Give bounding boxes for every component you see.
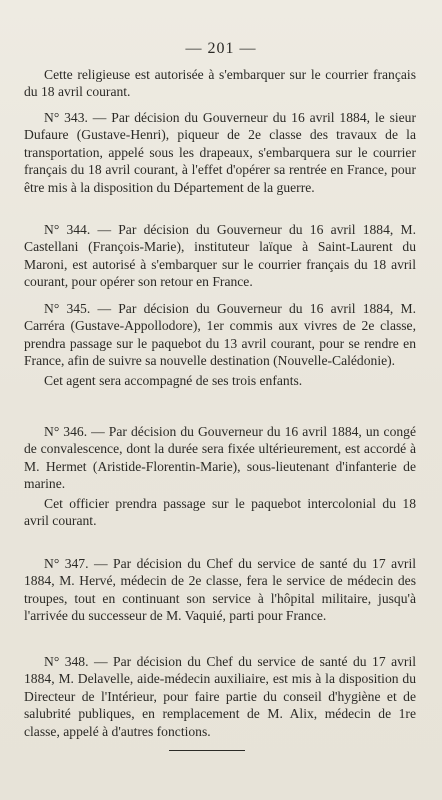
paragraph-347: [24, 555, 416, 625]
page-number: — 201 —: [185, 40, 257, 57]
paragraph-348: [24, 653, 416, 740]
paragraph-text: Cette religieuse est autorisée à s'embarquer sur le courrier français du 18 avril courant.: [24, 67, 416, 100]
paragraph-text: N° 347. — Par décision du Chef du service de santé du 17 avril 1884, M. Hervé, médecin de 2e classe, fera le service de médecin des troupes, tout en continuant son service à l'hôpital militaire, jusqu'à l'arrivée du successeur de M. Vaquié, parti pour France.: [24, 556, 416, 624]
paragraph-text: N° 343. — Par décision du Gouverneur du 16 avril 1884, le sieur Dufaure (Gustave-Henri), piqueur de 2e classe des travaux de la transportation, appelé sous les drapeaux, s'embarquera sur le courrier français du 18 avril courant, à l'effet d'opérer sa rentrée en France, pour être mis à la disposition du Département de la guerre.: [24, 110, 416, 195]
paragraph-intro: [24, 66, 416, 101]
section-divider: [169, 750, 245, 751]
paragraph-344: [24, 221, 416, 291]
paragraph-text: N° 344. — Par décision du Gouverneur du 16 avril 1884, M. Castellani (François-Marie), instituteur laïque à Saint-Laurent du Maroni, est autorisé à s'embarquer sur le courrier français du 18 avril courant, pour opérer son retour en France.: [24, 222, 416, 290]
paragraph-text: N° 346. — Par décision du Gouverneur du 16 avril 1884, un congé de convalescence, dont la durée sera fixée ultérieurement, est accordé à M. Hermet (Aristide-Florentin-Marie), sous-lieutenant d'infanterie de marine.: [24, 424, 416, 492]
paragraph-text: N° 345. — Par décision du Gouverneur du 16 avril 1884, M. Carréra (Gustave-Appollodore), 1er commis aux vivres de 2e classe, prendra passage sur le paquebot du 13 avril courant, pour se rendre en France, afin de suivre sa nouvelle destination (Nouvelle-Calédonie).: [24, 301, 416, 369]
paragraph-343: [24, 109, 416, 196]
paragraph-text: Cet agent sera accompagné de ses trois enfants.: [44, 372, 303, 388]
paragraph-text: Cet officier prendra passage sur le paquebot intercolonial du 18 avril courant.: [24, 495, 416, 529]
paragraph-text: N° 348. — Par décision du Chef du service de santé du 17 avril 1884, M. Delavelle, aide-médecin auxiliaire, est mis à la disposition du Directeur de l'Intérieur, pour faire partie du conseil d'hygiène et de salubrité publiques, en remplacement de M. Alix, médecin de 1re classe, appelé à d'autres fonctions.: [24, 654, 416, 739]
paragraph-346: [24, 423, 416, 529]
paragraph-345: [24, 300, 416, 389]
